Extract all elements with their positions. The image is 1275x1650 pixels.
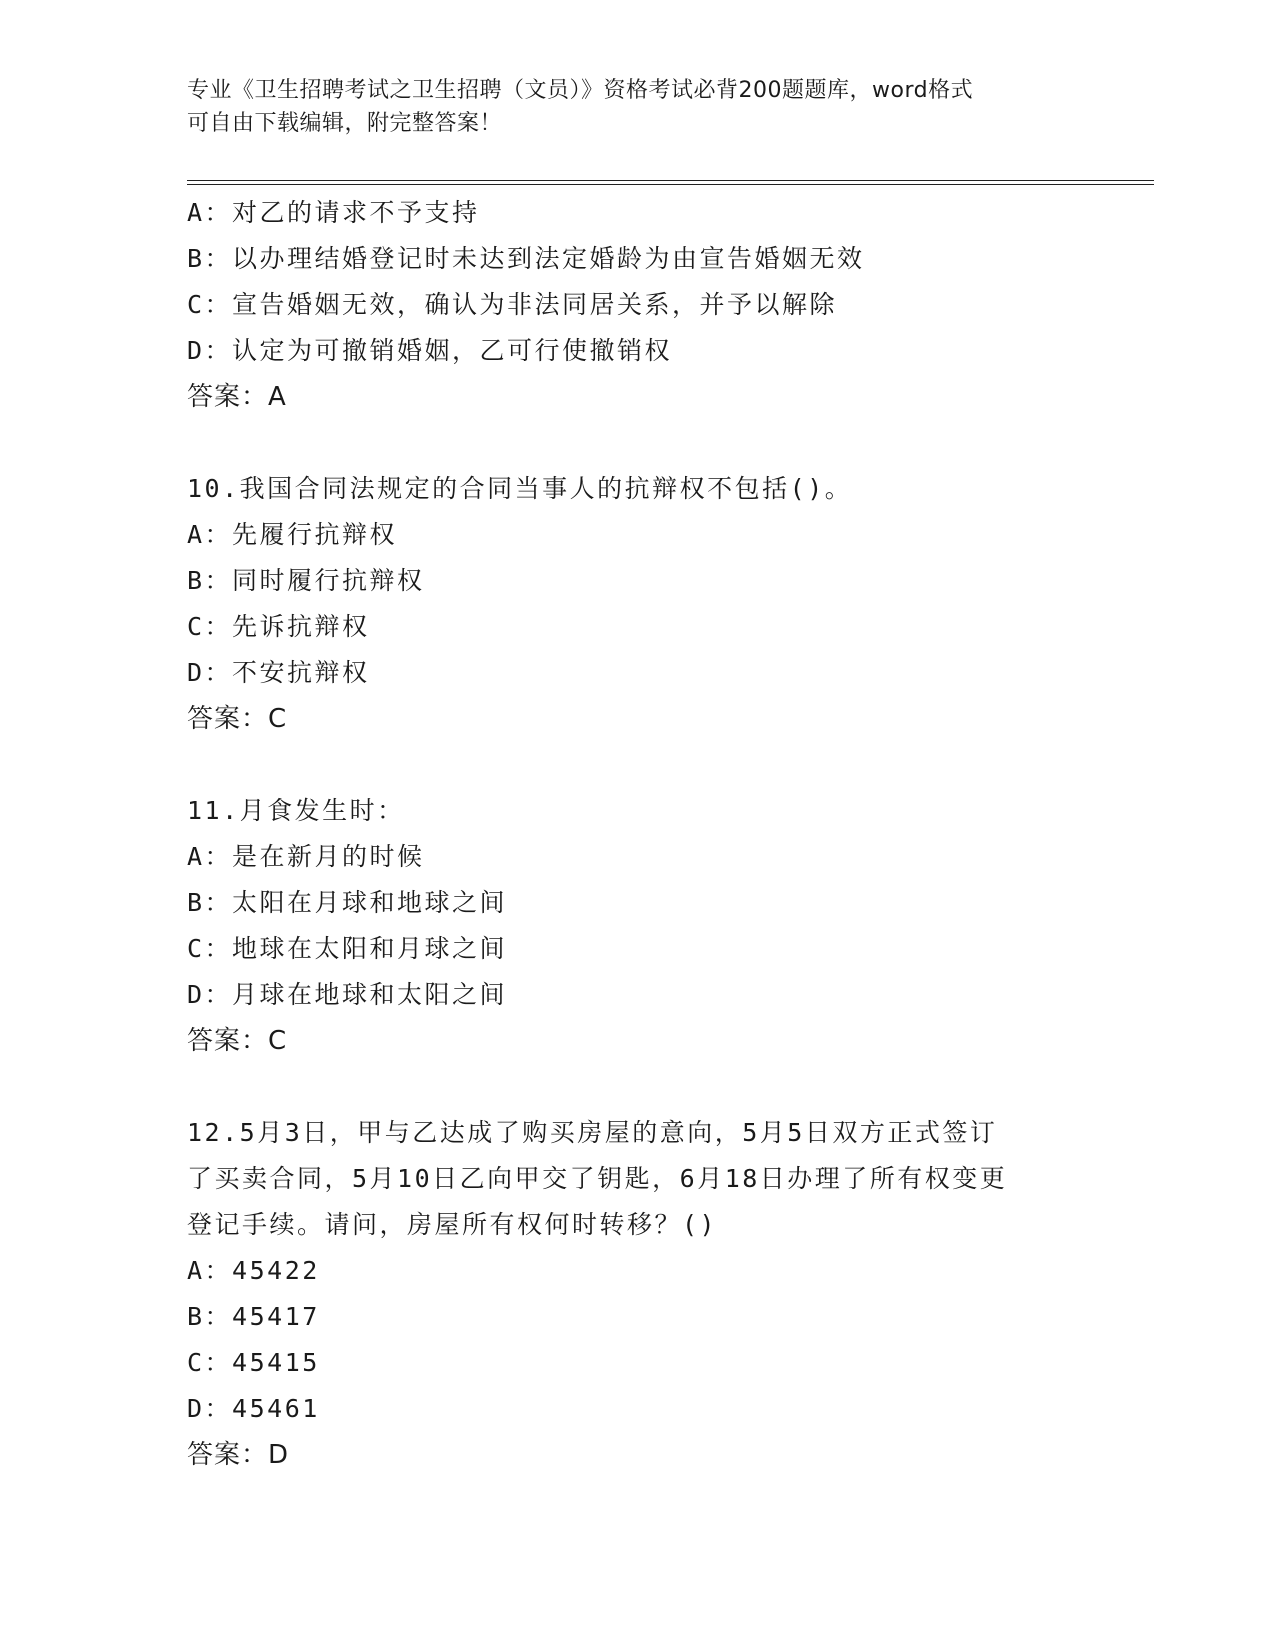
header-divider — [187, 180, 1154, 185]
option-d: D：月球在地球和太阳之间 — [187, 980, 508, 1009]
option-a: A：45422 — [187, 1256, 320, 1285]
document-header — [187, 74, 1087, 140]
option-d: D：不安抗辩权 — [187, 658, 370, 687]
question-stem: 11.月食发生时： — [187, 796, 405, 825]
option-b: B：45417 — [187, 1302, 320, 1331]
option-c: C：地球在太阳和月球之间 — [187, 934, 508, 963]
option-a: A：是在新月的时候 — [187, 842, 425, 871]
question-list — [187, 190, 1087, 1478]
answer: 答案：D — [187, 1440, 290, 1470]
answer: 答案：C — [187, 1026, 288, 1056]
option-c: C：45415 — [187, 1348, 320, 1377]
spacer — [187, 742, 1087, 788]
question-block-12 — [187, 1110, 1087, 1478]
spacer — [187, 1064, 1087, 1110]
answer: 答案：C — [187, 704, 288, 734]
question-stem-line-3: 登记手续。请问，房屋所有权何时转移？() — [187, 1210, 718, 1239]
option-b: B：同时履行抗辩权 — [187, 566, 425, 595]
option-b: B：太阳在月球和地球之间 — [187, 888, 508, 917]
option-d: D：45461 — [187, 1394, 320, 1423]
question-stem: 10.我国合同法规定的合同当事人的抗辩权不包括()。 — [187, 474, 853, 503]
option-b: B：以办理结婚登记时未达到法定婚龄为由宣告婚姻无效 — [187, 244, 865, 273]
header-line-2: 可自由下载编辑，附完整答案！ — [187, 111, 503, 136]
question-block-11 — [187, 788, 1087, 1064]
option-c: C：宣告婚姻无效，确认为非法同居关系，并予以解除 — [187, 290, 838, 319]
option-d: D：认定为可撤销婚姻，乙可行使撤销权 — [187, 336, 673, 365]
question-block-9 — [187, 190, 1087, 420]
spacer — [187, 420, 1087, 466]
answer: 答案：A — [187, 382, 287, 412]
question-block-10 — [187, 466, 1087, 742]
option-c: C：先诉抗辩权 — [187, 612, 370, 641]
question-stem-line-1: 12.5月3日，甲与乙达成了购买房屋的意向，5月5日双方正式签订 — [187, 1118, 998, 1147]
option-a: A：对乙的请求不予支持 — [187, 198, 480, 227]
option-a: A：先履行抗辩权 — [187, 520, 398, 549]
header-line-1: 专业《卫生招聘考试之卫生招聘（文员）》资格考试必背200题题库，word格式 — [187, 78, 974, 103]
question-stem-line-2: 了买卖合同，5月10日乙向甲交了钥匙，6月18日办理了所有权变更 — [187, 1164, 1008, 1193]
